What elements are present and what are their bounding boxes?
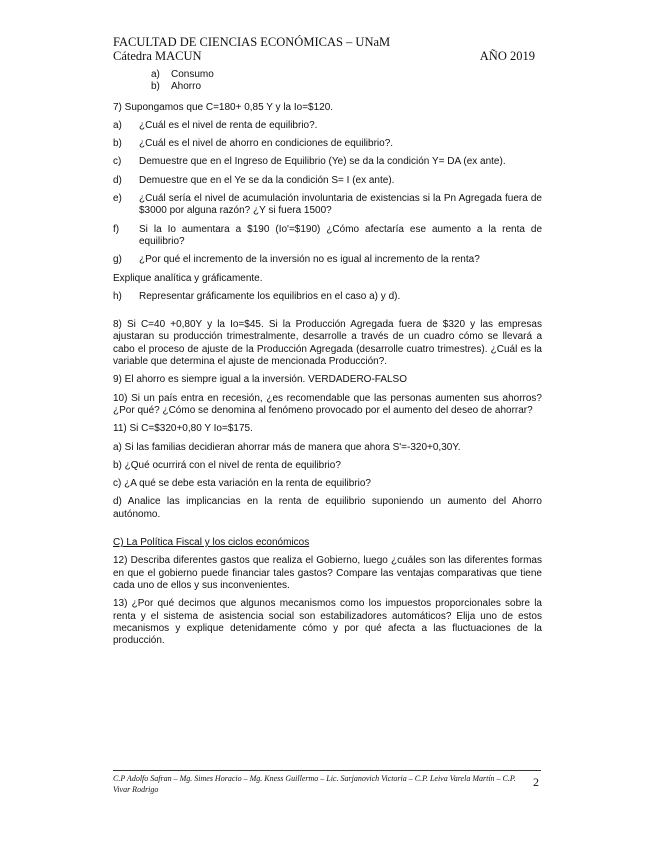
list-item: a) Consumo	[151, 69, 214, 80]
question-7g-note: Explique analítica y gráficamente.	[113, 272, 263, 284]
question-13: 13) ¿Por qué decimos que algunos mecanismos como los impuestos proporcionales sobre la renta y el sistema de asistencia social son estabilizadores automáticos? Elija uno de estos mecanismos y explique detenidamente cómo y por qué afecta a las fluctuaciones de la producción.	[113, 598, 542, 647]
question-9: 9) El ahorro es siempre igual a la inversión. VERDADERO-FALSO	[113, 374, 408, 386]
question-7-intro: 7) Supongamos que C=180+ 0,85 Y y la Io=$120.	[113, 101, 334, 113]
question-7g: g) ¿Por qué el incremento de la inversión no es igual al incremento de la renta?	[113, 254, 480, 266]
list-item: b) Ahorro	[151, 81, 202, 93]
document-header-title: FACULTAD DE CIENCIAS ECONÓMICAS – UNaM	[113, 35, 391, 49]
question-11-intro: 11) Si C=$320+0,80 Y Io=$175.	[113, 423, 253, 435]
question-11d: d) Analice las implicancias en la renta de equilibrio suponiendo un aumento del Ahorro autónomo.	[113, 496, 542, 520]
question-10: 10) Si un país entra en recesión, ¿es recomendable que las personas aumenten sus ahorros? ¿Por qué? ¿Cómo se denomina al fenómeno provocado por el aumento del deseo de ahorrar?	[113, 392, 542, 416]
question-11b: b) ¿Qué ocurrirá con el nivel de renta de equilibrio?	[113, 459, 341, 471]
question-11a: a) Si las familias decidieran ahorrar más de manera que ahora S'=-320+0,30Y.	[113, 441, 461, 453]
question-7a: a) ¿Cuál es el nivel de renta de equilibrio?.	[113, 119, 318, 131]
question-7c: c) Demuestre que en el Ingreso de Equilibrio (Ye) se da la condición Y= DA (ex ante).	[113, 156, 506, 168]
footer-divider	[113, 770, 541, 771]
document-header-subtitle: Cátedra MACUN	[113, 49, 202, 63]
question-7b: b) ¿Cuál es el nivel de ahorro en condiciones de equilibrio?.	[113, 138, 394, 150]
question-7h: h) Representar gráficamente los equilibrios en el caso a) y d).	[113, 290, 401, 302]
document-body	[113, 69, 542, 653]
section-heading-c: C) La Política Fiscal y los ciclos económicos	[113, 537, 310, 549]
page-number: 2	[533, 775, 539, 789]
question-12: 12) Describa diferentes gastos que realiza el Gobierno, luego ¿cuáles son las diferentes formas en que el gobierno puede financiar tales gastos? Compare las ventajas comparativas que tiene cada uno de ellos y sus inconvenientes.	[113, 555, 542, 591]
question-8: 8) Si C=40 +0,80Y y la Io=$45. Si la Producción Agregada fuera de $320 y las empresas ajustaran su producción trimestralmente, desarrolle a través de un cuadro cómo se llevará a cabo el proceso de ajuste de la Producción Agregada (desarrolle cuatro trimestres). ¿Cuál es la variable que determina el ajuste de mencionada Producción?.	[113, 319, 542, 368]
document-header-year: AÑO 2019	[479, 49, 535, 63]
carryover-list	[151, 69, 542, 94]
question-7e: e) ¿Cuál sería el nivel de acumulación involuntaria de existencias si la Pn Agregada fuera de $3000 por alguna razón? ¿Y si fuera 1500?	[113, 193, 542, 217]
question-7f: f) Si la Io aumentara a $190 (Io'=$190) ¿Cómo afectaría ese aumento a la renta de equilibrio?	[113, 223, 542, 247]
question-7d: d) Demuestre que en el Ye se da la condición S= I (ex ante).	[113, 174, 395, 186]
question-11c: c) ¿A qué se debe esta variación en la renta de equilibrio?	[113, 478, 371, 490]
footer-authors: C.P Adolfo Safran – Mg. Simes Horacio – Mg. Kness Guillermo – Lic. Sarjanovich Victoria – C.P. Leiva Varela Martín – C.P. Vivar Rodrigo	[113, 774, 516, 794]
